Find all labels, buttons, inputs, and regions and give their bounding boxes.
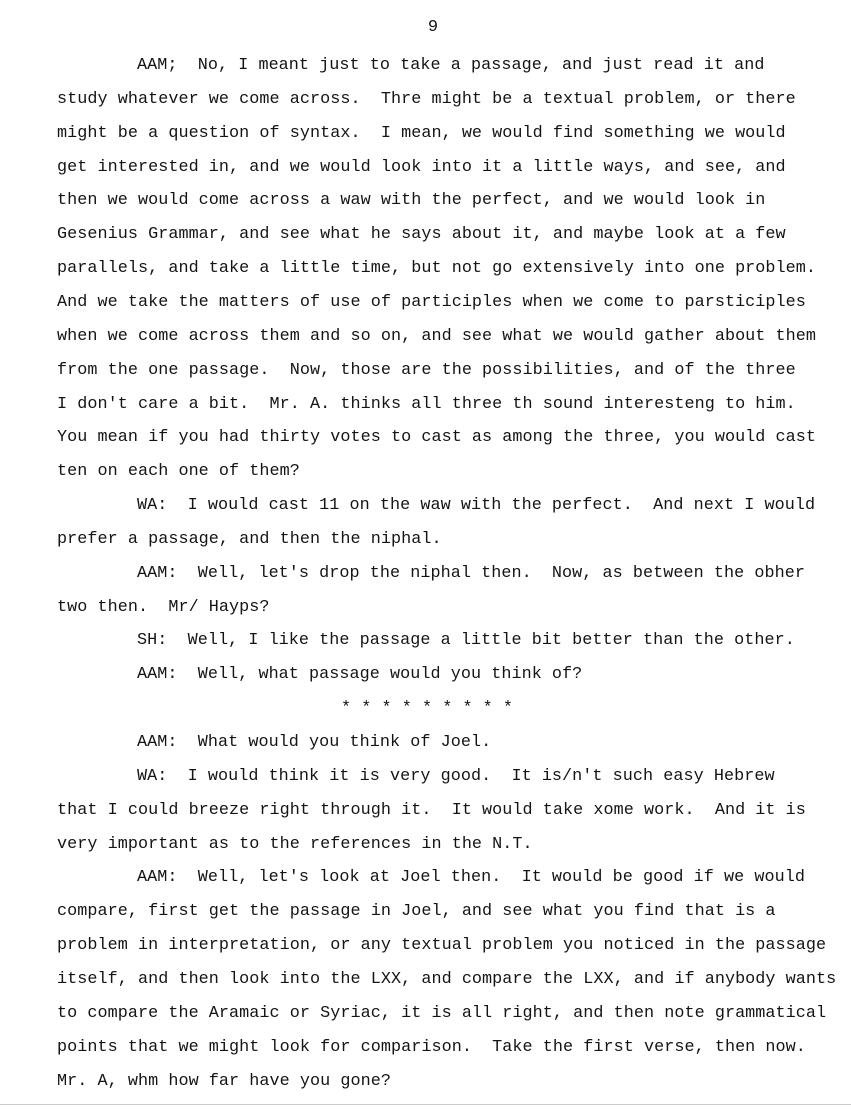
text-line: I don't care a bit. Mr. A. thinks all three th sound interesteng to him. <box>57 394 796 414</box>
text-line: to compare the Aramaic or Syriac, it is all right, and then note grammatical <box>57 1003 827 1023</box>
text-line: get interested in, and we would look into it a little ways, and see, and <box>57 157 786 177</box>
text-line: compare, first get the passage in Joel, and see what you find that is a <box>57 902 776 922</box>
text-line: WA: I would think it is very good. It is/n't such easy Hebrew <box>137 766 775 786</box>
page-edge <box>0 1104 851 1105</box>
text-line: AAM: Well, let's drop the niphal then. Now, as between the obher <box>137 563 805 583</box>
text-line: very important as to the references in the N.T. <box>57 834 533 854</box>
text-line: Gesenius Grammar, and see what he says about it, and maybe look at a few <box>57 225 786 245</box>
text-line: two then. Mr/ Hayps? <box>57 597 270 617</box>
text-line: problem in interpretation, or any textual problem you noticed in the passage <box>57 936 827 956</box>
text-line: itself, and then look into the LXX, and compare the LXX, and if anybody wants <box>57 969 837 989</box>
text-line: study whatever we come across. Thre might be a textual problem, or there <box>57 89 796 109</box>
text-line: And we take the matters of use of participles when we come to parsticiples <box>57 292 806 312</box>
text-line: SH: Well, I like the passage a little bit better than the other. <box>137 631 795 651</box>
text-line: ten on each one of them? <box>57 462 300 482</box>
text-line: AAM: What would you think of Joel. <box>137 733 492 752</box>
text-line: parallels, and take a little time, but not go extensively into one problem. <box>57 259 817 279</box>
text-line: might be a question of syntax. I mean, we would find something we would <box>57 123 786 143</box>
text-line: Mr. A, whm how far have you gone? <box>57 1071 391 1091</box>
section-separator: * * * * * * * * * <box>341 699 514 719</box>
text-line: then we would come across a waw with the perfect, and we would look in <box>57 191 766 211</box>
text-line: prefer a passage, and then the niphal. <box>57 529 442 549</box>
text-line: You mean if you had thirty votes to cast as among the three, you would cast <box>57 428 817 448</box>
text-line: AAM; No, I meant just to take a passage, and just read it and <box>137 56 765 75</box>
text-line: AAM: Well, let's look at Joel then. It would be good if we would <box>137 868 805 888</box>
text-line: AAM: Well, what passage would you think of? <box>137 665 583 685</box>
text-line: that I could breeze right through it. It would take xome work. And it is <box>57 800 806 820</box>
text-line: WA: I would cast 11 on the waw with the perfect. And next I would <box>137 496 816 516</box>
text-line: points that we might look for comparison. Take the first verse, then now. <box>57 1037 806 1057</box>
text-line: when we come across them and so on, and see what we would gather about them <box>57 326 817 346</box>
text-line: from the one passage. Now, those are the possibilities, and of the three <box>57 360 796 380</box>
page-number: 9 <box>427 18 439 37</box>
